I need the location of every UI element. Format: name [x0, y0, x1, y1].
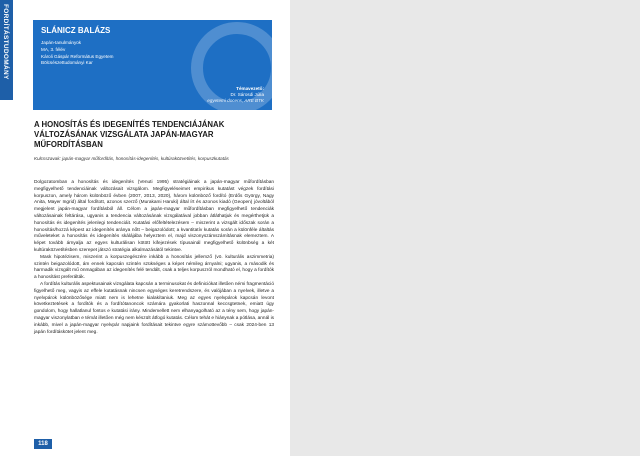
supervisor — [207, 86, 264, 104]
section-tab — [0, 0, 13, 100]
author-line: MA, 3. félév — [41, 46, 66, 52]
author-box — [33, 20, 272, 110]
paragraph: Dolgozatomban a honosítás és idegenítés (Venuti 1995) stratégiáinak a japán-magyar műfordításban megfigyelhető tendenciáinak változásait vizsgálom. Megfigyeléseimet empirikus kutatást végzek fordítási korpuszon, amely három különböző évben (2007, 2013, 2020), három különböző fordító (Erdős György, Nagy Anita, Mayer Ingrid) által fordított, azonos szerző (Murakami Haruki) által írt és azonos kiadó (Geopen) jóvoltából megjelent japán-magyar fordításból áll. Célom a japán-magyar műfordításban megfigyelhető tendenciák változásainak feltárása, ugyanis a tendencia változásának vizsgálatával jobban átláthatjuk és megérthetjük a honosítás és idegenítés jelenlegi tendenciáit. Kutatási előfeltételezésem – miszerint a vizsgált időszak során a honosítás/hozzá képest az idegenítés aránya nőtt – beigazolódott; a kvantitatív kutatás során a különféle általtás műveleteket a honosítás és idegenítés skálájába helyeztem el, majd viszonyszámszámításnak elemeztem. A képet tovább árnyalja az egyes kulturálisan kötött kifejezések típusainál megfigyelhető különbség a két kultúraközvetítésben szerepet játszó stratégia alkalmazásától tekintve. — [34, 180, 274, 253]
article-title: A HONOSÍTÁS ÉS IDEGENÍTÉS TENDENCIÁJÁNAK VÁLTOZÁSÁNAK VIZSGÁLATA JAPÁN-MAGYAR MŰFORDÍTÁSBAN — [34, 120, 225, 149]
author-name: SLÁNICZ BALÁZS — [41, 26, 111, 35]
page — [0, 0, 290, 456]
author-line: Bölcsészettudományi Kar — [41, 60, 93, 66]
author-line: Japán-tanulmányok — [41, 40, 82, 45]
supervisor-name: Dr. Sárosdi Júlia — [230, 92, 264, 97]
author-info — [41, 40, 114, 67]
supervisor-role: egyetemi docens, ARE BTK — [207, 98, 264, 103]
section-tab-label: FORDÍTÁSTUDOMÁNY — [2, 4, 9, 80]
supervisor-label: Témavezető: — [236, 86, 264, 91]
author-line: Károli Gáspár Református Egyetem — [41, 53, 114, 59]
page-number: 118 — [34, 439, 52, 449]
paragraph: Mask hipotézisem, miszerint a korpuszegészére inkább a honosítás jellemző (vö. kulturális aszimmetria) szintén beigazolódott, ám ennek kapcsán szintén szükséges a képet némileg árnyalni; ugyanis, a második és harmadik vizsgált mű önmagában az idegenítés felé tendált, csak a teljes korpuszról mondható el, hogy a fordítók a honosítást preferálták. — [34, 254, 274, 281]
article-body — [34, 180, 274, 336]
paragraph: A fordítás kulturális aspektusainak vizsgálata kapcsán a terminusokat és definiciókat illetően némi fragmentáció figyelhető meg, vagyis az effele kutatásnak nincsen egységes keretrendszere, és valójában a nyelvek, illetve a nyelvpárok különbözősége miatt nem is lehetne kialakítaniuk. Meg az egyes nyelvpárok kapcsán levont következtetések a fordítók és a fordítótanoncok számára gyakorlati haszonnal keccsgtetnek, emiatt úgy gondolom, hogy hallatlanul fontos e kutatási irány. Mindemellett nem elhanyagolható az a tény sem, hogy japán-magyar viszonylatban e témát illetően még nem készült átfogó kutatás. Célom tehát e hiánynak a pótlása, annál is inkább, mivel a japán-magyar nyelvpár napjaink fordításait tekintve egyre számottevőbb – csak 2024-ben 13 japán fordításkötet jelent meg. — [34, 281, 275, 335]
keywords: Kulcsszavak: japán-magyar műfordítás, honosítás-idegenítés, kultúraközvetítés, korpuszkutatás — [34, 156, 229, 161]
